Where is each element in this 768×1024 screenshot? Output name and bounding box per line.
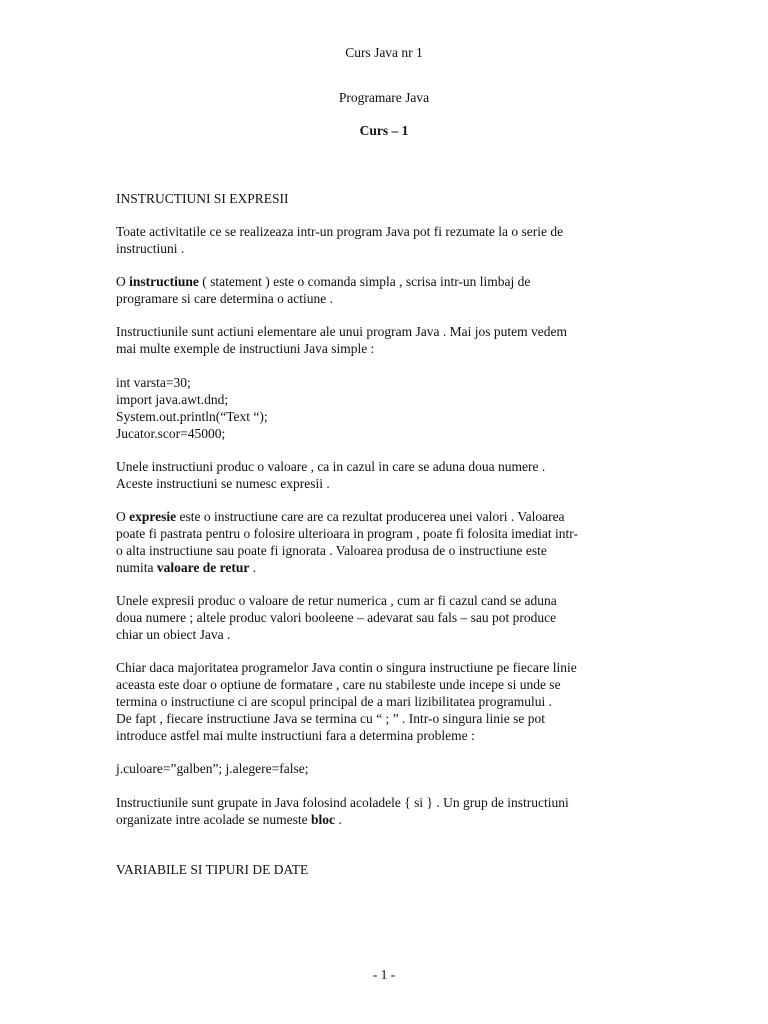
paragraph-line: poate fi pastrata pentru o folosire ulterioara in program , poate fi folosita imediat intr- bbox=[116, 526, 578, 541]
paragraph-line bbox=[116, 273, 656, 290]
paragraph-line bbox=[116, 811, 656, 828]
section-heading-variables: VARIABILE SI TIPURI DE DATE bbox=[116, 862, 309, 877]
code-line: Jucator.scor=45000; bbox=[116, 426, 226, 441]
code-line: import java.awt.dnd; bbox=[116, 392, 229, 407]
term-instructiune: instructiune bbox=[129, 274, 199, 289]
paragraph-line: Unele instructiuni produc o valoare , ca in cazul in care se aduna doua numere . bbox=[116, 459, 546, 474]
course-line: Curs Java nr 1 bbox=[345, 45, 423, 60]
text-run: . bbox=[249, 560, 257, 575]
paragraph-line bbox=[116, 559, 656, 576]
paragraph-intro bbox=[116, 223, 656, 257]
paragraph-statement-definition bbox=[116, 273, 656, 307]
paragraph-line: introduce astfel mai multe instructiuni fara a determina probleme : bbox=[116, 728, 475, 743]
paragraph-line: aceasta este doar o optiune de formatare , care nu stabileste unde incepe si unde se bbox=[116, 677, 561, 692]
paragraph-expression-definition bbox=[116, 508, 656, 576]
paragraph-line: termina o instructiune ci are scopul principal de a mari lizibilitatea programului . bbox=[116, 694, 552, 709]
paragraph-line: Unele expresii produc o valoare de retur numerica , cum ar fi cazul cand se aduna bbox=[116, 593, 557, 608]
text-run: numita bbox=[116, 560, 157, 575]
code-inline-example: j.culoare=”galben”; j.alegere=false; bbox=[116, 761, 309, 776]
paragraph-line: o alta instructiune sau poate fi ignorata . Valoarea produsa de o instructiune este bbox=[116, 543, 547, 558]
section-heading-statements: INSTRUCTIUNI SI EXPRESII bbox=[116, 191, 289, 206]
code-examples bbox=[116, 374, 656, 442]
lesson-title: Curs – 1 bbox=[359, 123, 409, 138]
paragraph-expressions-intro bbox=[116, 458, 656, 492]
text-run: organizate intre acolade se numeste bbox=[116, 812, 312, 827]
text-run: ( statement ) este o comanda simpla , scrisa intr-un limbaj de bbox=[198, 274, 531, 289]
code-line: System.out.println(“Text “); bbox=[116, 409, 268, 424]
subject-title: Programare Java bbox=[338, 90, 430, 105]
paragraph-return-values bbox=[116, 592, 656, 643]
paragraph-line: doua numere ; altele produc valori booleene – adevarat sau fals – sau pot produce bbox=[116, 610, 557, 625]
paragraph-line: mai multe exemple de instructiuni Java simple : bbox=[116, 341, 375, 356]
text-run: O bbox=[116, 274, 130, 289]
paragraph-line: Chiar daca majoritatea programelor Java contin o singura instructiune pe fiecare linie bbox=[116, 660, 577, 675]
paragraph-line: Toate activitatile ce se realizeaza intr-un program Java pot fi rezumate la o serie de bbox=[116, 224, 564, 239]
paragraph-line: Aceste instructiuni se numesc expresii . bbox=[116, 476, 330, 491]
page-number: - 1 - bbox=[372, 967, 396, 982]
text-run: O bbox=[116, 509, 130, 524]
paragraph-blocks bbox=[116, 794, 656, 828]
paragraph-line: Instructiunile sunt grupate in Java folosind acoladele { si } . Un grup de instructiuni bbox=[116, 795, 569, 810]
paragraph-line: chiar un obiect Java . bbox=[116, 627, 231, 642]
term-bloc: bloc bbox=[311, 812, 336, 827]
paragraph-examples-intro bbox=[116, 323, 656, 357]
paragraph-formatting bbox=[116, 659, 656, 744]
term-valoare-de-retur: valoare de retur bbox=[156, 560, 250, 575]
paragraph-line bbox=[116, 508, 656, 525]
code-line: int varsta=30; bbox=[116, 375, 191, 390]
text-run: este o instructiune care are ca rezultat producerea unei valori . Valoarea bbox=[176, 509, 565, 524]
term-expresie: expresie bbox=[129, 509, 177, 524]
paragraph-line: Instructiunile sunt actiuni elementare ale unui program Java . Mai jos putem vedem bbox=[116, 324, 567, 339]
paragraph-line: De fapt , fiecare instructiune Java se termina cu “ ; ” . Intr-o singura linie se pot bbox=[116, 711, 545, 726]
paragraph-line: instructiuni . bbox=[116, 241, 185, 256]
paragraph-line: programare si care determina o actiune . bbox=[116, 291, 334, 306]
text-run: . bbox=[335, 812, 342, 827]
